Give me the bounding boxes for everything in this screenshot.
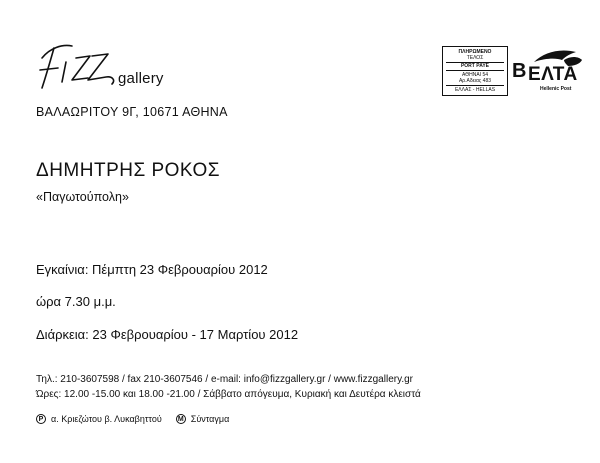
- elta-subtitle: Hellenic Post: [540, 86, 572, 92]
- gallery-logo: [36, 40, 166, 94]
- gallery-wordmark: gallery: [118, 70, 164, 87]
- opening-date: Εγκαίνια: Πέμπτη 23 Φεβρουαρίου 2012: [36, 262, 268, 277]
- gallery-address: ΒΑΛΑΩΡΙΤΟΥ 9Γ, 10671 ΑΘΗΝΑ: [36, 105, 228, 119]
- postage-line: ΑΘΗΝΑΙ 54: [461, 72, 488, 78]
- postage-line: ΠΛΗΡΩΜΕΝΟ: [458, 49, 492, 55]
- exhibition-duration: Διάρκεια: 23 Φεβρουαρίου - 17 Μαρτίου 2012: [36, 327, 299, 342]
- elta-logo: [526, 48, 586, 102]
- postage-class-letter: B: [512, 60, 527, 82]
- postage-line: ΤΕΛΟΣ: [466, 55, 484, 61]
- exhibition-title: «Παγωτούπολη»: [36, 190, 129, 204]
- fizz-script-logo: [36, 40, 122, 94]
- opening-time: ώρα 7.30 μ.μ.: [36, 294, 116, 309]
- parking-icon: P: [36, 414, 46, 424]
- metro-icon: M: [176, 414, 186, 424]
- artist-name: ΔΗΜΗΤΡΗΣ ΡΟΚΟΣ: [36, 160, 221, 181]
- postage-paid-stamp: [442, 46, 532, 96]
- postage-line: Αρ.Αδειας 483: [458, 78, 492, 84]
- elta-brand: ΕΛΤΑ: [528, 64, 578, 85]
- opening-hours: Ώρες: 12.00 -15.00 και 18.00 -21.00 / Σάββατο απόγευμα, Κυριακή και Δευτέρα κλειστά: [36, 389, 421, 400]
- postage-rule: [446, 85, 504, 86]
- parking-label: α. Κριεζώτου β. Λυκαβηττού: [51, 414, 162, 424]
- postage-line: ΕΛΛΑΣ - HELLAS: [454, 87, 496, 93]
- postage-line: PORT PAYE: [460, 63, 490, 69]
- postage-rule: [446, 70, 504, 71]
- metro-label: Σύνταγμα: [190, 414, 230, 424]
- transport-info: [36, 414, 243, 424]
- contact-line: Τηλ.: 210-3607598 / fax 210-3607546 / e-mail: info@fizzgallery.gr / www.fizzgallery.gr: [36, 374, 414, 385]
- postage-box: [442, 46, 508, 96]
